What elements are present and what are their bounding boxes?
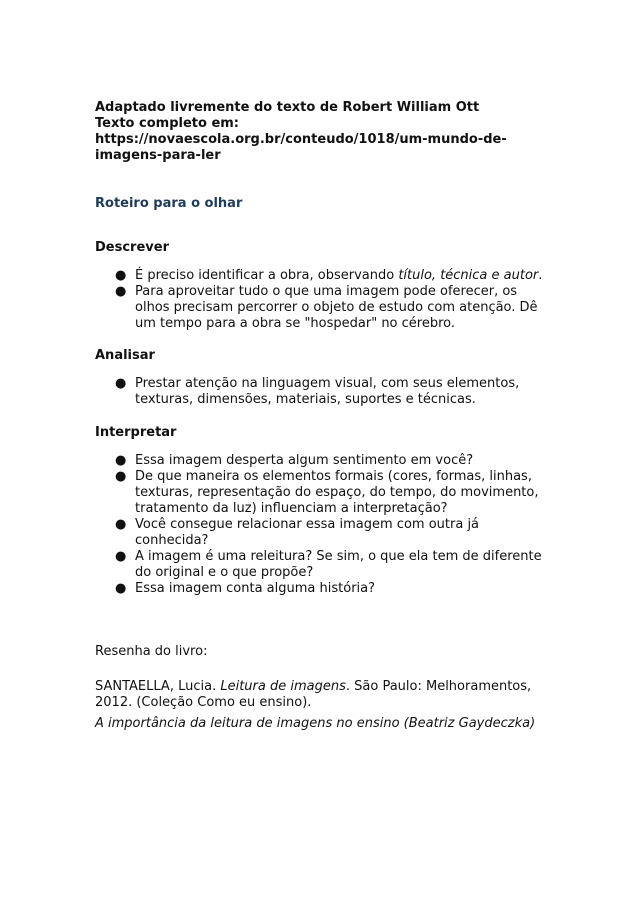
guide-title: Roteiro para o olhar xyxy=(95,196,243,211)
section-heading-descrever: Descrever xyxy=(95,240,169,255)
list-item xyxy=(95,284,555,332)
list-item xyxy=(95,581,555,597)
list-item-text: Para aproveitar tudo o que uma imagem pode oferecer, os olhos precisam percorrer o objeto de estudo com atenção. Dê um tempo para a obra se "hospedar" no cérebro. xyxy=(135,284,538,331)
bullet-icon: ● xyxy=(115,581,127,596)
citation-rest: . São Paulo: Melhoramentos, 2012. (Coleção Como eu ensino). xyxy=(95,679,532,710)
citation-title: Leitura de imagens xyxy=(220,679,346,694)
list-item-text: De que maneira os elementos formais (cores, formas, linhas, texturas, representação do espaço, do tempo, do movimento, tratamento da luz) influenciam a interpretação? xyxy=(135,469,539,516)
list-item xyxy=(95,469,555,517)
list-item-text: Essa imagem desperta algum sentimento em você? xyxy=(135,453,474,468)
list-item xyxy=(95,517,555,549)
source-url-link[interactable]: https://novaescola.org.br/conteudo/1018/um-mundo-de-imagens-para-ler xyxy=(95,132,507,163)
descrever-list xyxy=(95,268,555,332)
interpretar-list xyxy=(95,453,555,597)
list-item-text: Essa imagem conta alguma história? xyxy=(135,581,376,596)
bullet-icon: ● xyxy=(115,549,127,564)
analisar-list xyxy=(95,376,555,408)
bullet-icon: ● xyxy=(115,284,127,299)
list-item xyxy=(95,453,555,469)
bullet-icon: ● xyxy=(115,517,127,532)
list-item-end: . xyxy=(538,268,543,283)
list-item-text: Prestar atenção na linguagem visual, com seus elementos, texturas, dimensões, materiais, suportes e técnicas. xyxy=(135,376,520,407)
full-text-label: Texto completo em: xyxy=(95,116,240,131)
list-item xyxy=(95,549,555,581)
review-label: Resenha do livro: xyxy=(95,644,208,659)
citation-author: SANTAELLA, Lucia. xyxy=(95,679,221,694)
list-item-text: É preciso identificar a obra, observando xyxy=(135,268,399,283)
list-item-emphasis: título, técnica e autor xyxy=(398,268,539,283)
section-heading-analisar: Analisar xyxy=(95,348,155,363)
source-attribution: Adaptado livremente do texto de Robert William Ott xyxy=(95,100,480,115)
list-item-text: A imagem é uma releitura? Se sim, o que ela tem de diferente do original e o que propõe? xyxy=(135,549,542,580)
bullet-icon: ● xyxy=(115,268,127,283)
document-page xyxy=(95,100,555,732)
book-citation xyxy=(95,679,555,711)
list-item-text: Você consegue relacionar essa imagem com outra já conhecida? xyxy=(135,517,480,548)
list-item xyxy=(95,376,555,408)
article-link[interactable]: A importância da leitura de imagens no ensino (Beatriz Gaydeczka) xyxy=(95,716,536,731)
list-item xyxy=(95,268,555,284)
bullet-icon: ● xyxy=(115,469,127,484)
bullet-icon: ● xyxy=(115,453,127,468)
section-heading-interpretar: Interpretar xyxy=(95,425,177,440)
bullet-icon: ● xyxy=(115,376,127,391)
